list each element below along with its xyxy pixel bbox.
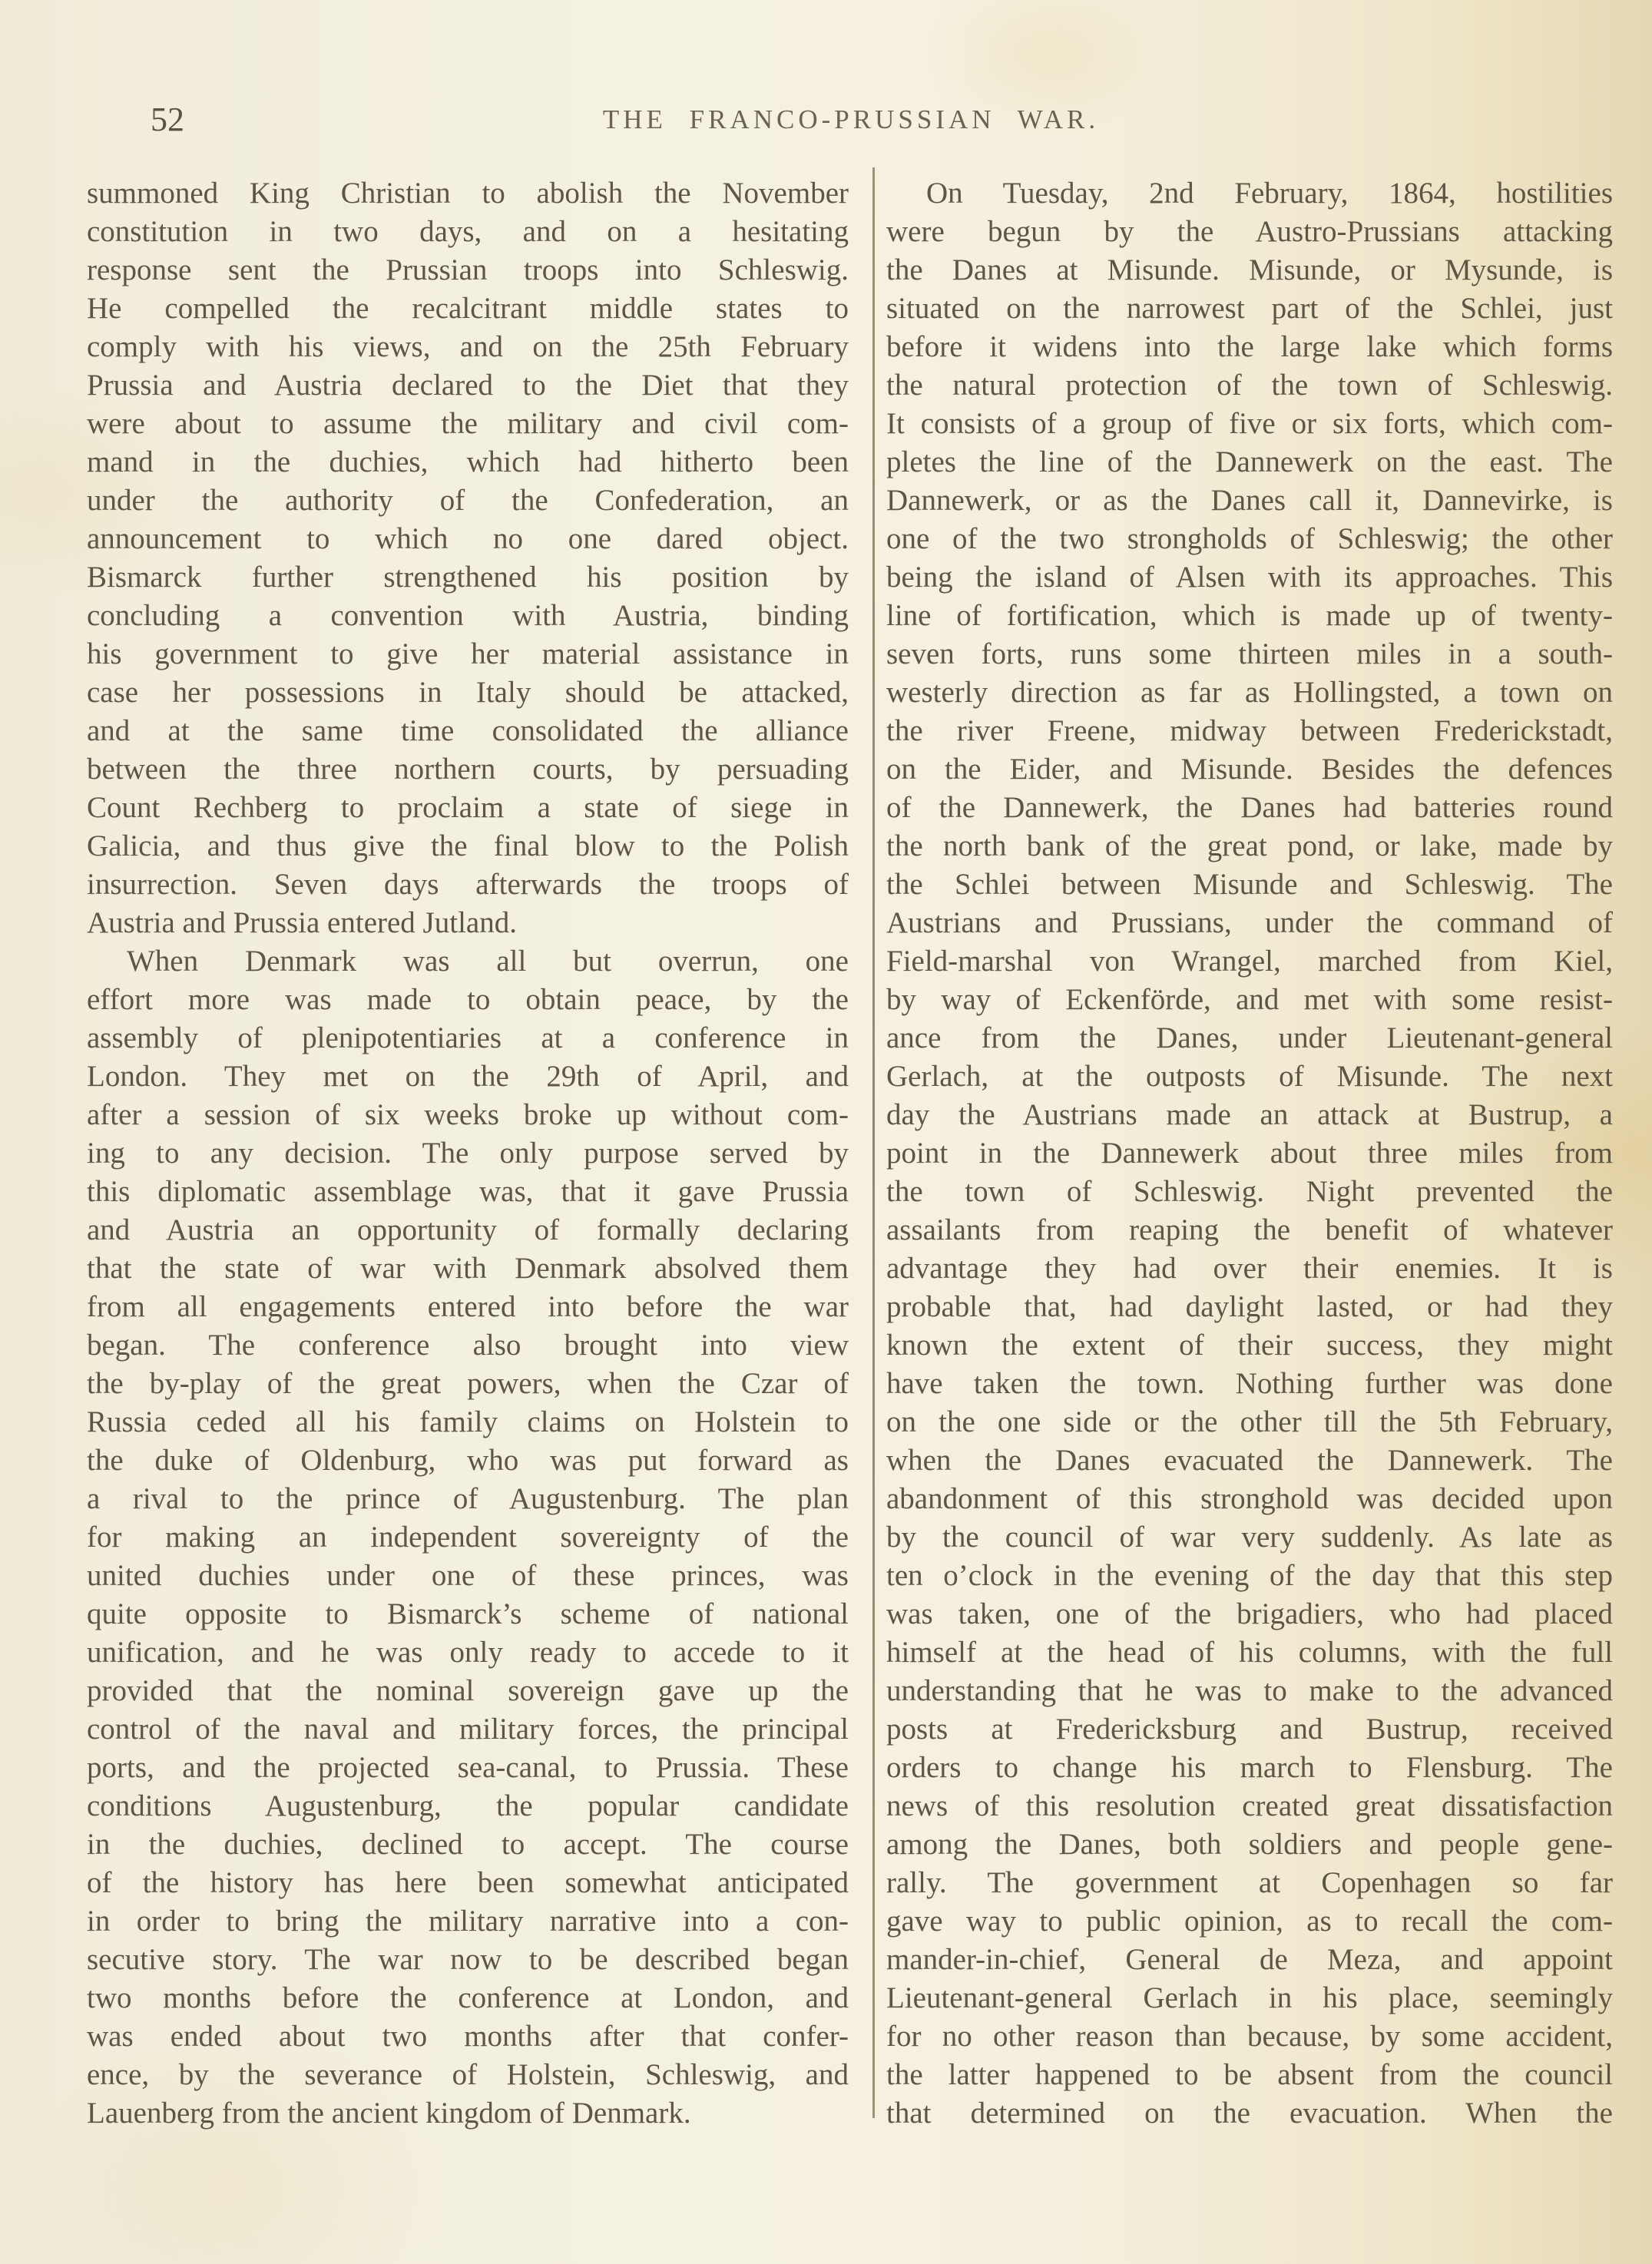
- text-line: this diplomatic assemblage was, that it gave Prussia: [87, 1175, 849, 1208]
- text-line: concluding a convention with Austria, binding: [87, 599, 849, 632]
- text-line: two months before the conference at London, and: [87, 1981, 849, 2014]
- text-line: Prussia and Austria declared to the Diet that they: [87, 369, 849, 402]
- text-line: ing to any decision. The only purpose served by: [87, 1137, 849, 1170]
- text-line: provided that the nominal sovereign gave up the: [87, 1674, 849, 1707]
- text-line: the Danes at Misunde. Misunde, or Mysunde, is: [886, 253, 1613, 286]
- text-line: a rival to the prince of Augustenburg. The plan: [87, 1482, 849, 1515]
- text-line: ports, and the projected sea-canal, to Prussia. These: [87, 1751, 849, 1784]
- text-line: conditions Augustenburg, the popular candidate: [87, 1789, 849, 1822]
- text-line: himself at the head of his columns, with the full: [886, 1636, 1613, 1669]
- text-line: announcement to which no one dared object.: [87, 522, 849, 555]
- text-line: ance from the Danes, under Lieutenant-general: [886, 1021, 1613, 1054]
- text-line: from all engagements entered into before the war: [87, 1290, 849, 1323]
- text-line: was ended about two months after that confer-: [87, 2020, 849, 2053]
- text-line: began. The conference also brought into view: [87, 1329, 849, 1362]
- text-line: in order to bring the military narrative into a con-: [87, 1905, 849, 1938]
- text-line: understanding that he was to make to the advanced: [886, 1674, 1613, 1707]
- text-line: was taken, one of the brigadiers, who had placed: [886, 1597, 1613, 1630]
- text-line: quite opposite to Bismarck’s scheme of national: [87, 1597, 849, 1630]
- text-line: the duke of Oldenburg, who was put forward as: [87, 1444, 849, 1477]
- text-line: He compelled the recalcitrant middle states to: [87, 292, 849, 325]
- text-line: probable that, had daylight lasted, or had they: [886, 1290, 1613, 1323]
- text-line: case her possessions in Italy should be attacked,: [87, 676, 849, 709]
- text-line: line of fortification, which is made up of twenty-: [886, 599, 1613, 632]
- text-line: Dannewerk, or as the Danes call it, Dannevirke, is: [886, 484, 1613, 517]
- text-line: ence, by the severance of Holstein, Schleswig, and: [87, 2058, 849, 2091]
- text-line: control of the naval and military forces, the principal: [87, 1713, 849, 1746]
- text-line: day the Austrians made an attack at Bustrup, a: [886, 1098, 1613, 1131]
- text-line: orders to change his march to Flensburg. The: [886, 1751, 1613, 1784]
- text-line: for no other reason than because, by some accident,: [886, 2020, 1613, 2053]
- text-line: abandonment of this stronghold was decided upon: [886, 1482, 1613, 1515]
- text-line: London. They met on the 29th of April, and: [87, 1060, 849, 1093]
- text-line: the by-play of the great powers, when the Czar of: [87, 1367, 849, 1400]
- text-line: pletes the line of the Dannewerk on the east. The: [886, 445, 1613, 478]
- text-line: united duchies under one of these princes, was: [87, 1559, 849, 1592]
- text-line: have taken the town. Nothing further was done: [886, 1367, 1613, 1400]
- text-line: When Denmark was all but overrun, one: [127, 945, 849, 978]
- text-line: unification, and he was only ready to accede to it: [87, 1636, 849, 1669]
- text-line: in the duchies, declined to accept. The course: [87, 1828, 849, 1861]
- text-line: response sent the Prussian troops into Schleswig.: [87, 253, 849, 286]
- text-line: news of this resolution created great dissatisfaction: [886, 1789, 1613, 1822]
- text-line: Austria and Prussia entered Jutland.: [87, 906, 517, 939]
- text-line: that determined on the evacuation. When the: [886, 2097, 1613, 2130]
- text-line: posts at Fredericksburg and Bustrup, received: [886, 1713, 1613, 1746]
- text-line: one of the two strongholds of Schleswig; the other: [886, 522, 1613, 555]
- text-line: being the island of Alsen with its approaches. This: [886, 561, 1613, 594]
- text-line: mand in the duchies, which had hitherto been: [87, 445, 849, 478]
- text-line: between the three northern courts, by persuading: [87, 753, 849, 786]
- text-line: were about to assume the military and civil com-: [87, 407, 849, 440]
- text-line: on the Eider, and Misunde. Besides the defences: [886, 753, 1613, 786]
- text-line: comply with his views, and on the 25th February: [87, 330, 849, 363]
- text-line: on the one side or the other till the 5th February,: [886, 1405, 1613, 1438]
- text-line: Galicia, and thus give the final blow to the Polish: [87, 829, 849, 862]
- column-divider-rule: [872, 167, 875, 2118]
- text-line: mander-in-chief, General de Meza, and appoint: [886, 1943, 1613, 1976]
- text-line: Gerlach, at the outposts of Misunde. The next: [886, 1060, 1613, 1093]
- text-line: under the authority of the Confederation, an: [87, 484, 849, 517]
- text-line: the town of Schleswig. Night prevented the: [886, 1175, 1613, 1208]
- text-line: were begun by the Austro-Prussians attacking: [886, 215, 1613, 248]
- text-line: summoned King Christian to abolish the November: [87, 177, 849, 210]
- text-line: assailants from reaping the benefit of whatever: [886, 1213, 1613, 1246]
- text-line: westerly direction as far as Hollingsted, a town on: [886, 676, 1613, 709]
- text-line: Count Rechberg to proclaim a state of siege in: [87, 791, 849, 824]
- text-line: the natural protection of the town of Schleswig.: [886, 369, 1613, 402]
- running-header: THE FRANCO-PRUSSIAN WAR.: [602, 104, 1100, 134]
- text-line: of the Dannewerk, the Danes had batteries round: [886, 791, 1613, 824]
- text-line: before it widens into the large lake which forms: [886, 330, 1613, 363]
- text-line: Russia ceded all his family claims on Holstein to: [87, 1405, 849, 1438]
- text-line: It consists of a group of five or six forts, which com-: [886, 407, 1613, 440]
- text-line: Lieutenant-general Gerlach in his place, seemingly: [886, 1981, 1613, 2014]
- text-line: On Tuesday, 2nd February, 1864, hostilities: [926, 177, 1613, 210]
- text-line: constitution in two days, and on a hesitating: [87, 215, 849, 248]
- text-line: Lauenberg from the ancient kingdom of Denmark.: [87, 2097, 691, 2130]
- page-number: 52: [151, 101, 184, 138]
- text-line: and Austria an opportunity of formally declaring: [87, 1213, 849, 1246]
- text-line: Field-marshal von Wrangel, marched from Kiel,: [886, 945, 1613, 978]
- text-line: secutive story. The war now to be described began: [87, 1943, 849, 1976]
- text-line: after a session of six weeks broke up without com-: [87, 1098, 849, 1131]
- text-line: when the Danes evacuated the Dannewerk. The: [886, 1444, 1613, 1477]
- right-text-column: [886, 174, 1613, 2133]
- text-line: seven forts, runs some thirteen miles in a south-: [886, 637, 1613, 670]
- text-line: Austrians and Prussians, under the command of: [886, 906, 1613, 939]
- text-line: the river Freene, midway between Frederickstadt,: [886, 714, 1613, 747]
- text-line: by the council of war very suddenly. As late as: [886, 1521, 1613, 1554]
- text-line: rally. The government at Copenhagen so far: [886, 1866, 1613, 1899]
- text-line: that the state of war with Denmark absolved them: [87, 1252, 849, 1285]
- text-line: among the Danes, both soldiers and people gene-: [886, 1828, 1613, 1861]
- left-text-column: [87, 174, 849, 2133]
- text-line: and at the same time consolidated the alliance: [87, 714, 849, 747]
- text-line: for making an independent sovereignty of the: [87, 1521, 849, 1554]
- text-line: by way of Eckenförde, and met with some resist-: [886, 983, 1613, 1016]
- text-line: effort more was made to obtain peace, by the: [87, 983, 849, 1016]
- text-line: Bismarck further strengthened his position by: [87, 561, 849, 594]
- text-line: his government to give her material assistance in: [87, 637, 849, 670]
- text-line: the latter happened to be absent from the council: [886, 2058, 1613, 2091]
- text-line: situated on the narrowest part of the Schlei, just: [886, 292, 1613, 325]
- text-line: of the history has here been somewhat anticipated: [87, 1866, 849, 1899]
- text-line: gave way to public opinion, as to recall the com-: [886, 1905, 1613, 1938]
- text-line: insurrection. Seven days afterwards the troops of: [87, 868, 849, 901]
- text-line: assembly of plenipotentiaries at a conference in: [87, 1021, 849, 1054]
- text-line: the north bank of the great pond, or lake, made by: [886, 829, 1613, 862]
- text-line: point in the Dannewerk about three miles from: [886, 1137, 1613, 1170]
- text-line: the Schlei between Misunde and Schleswig. The: [886, 868, 1613, 901]
- text-line: ten o’clock in the evening of the day that this step: [886, 1559, 1613, 1592]
- text-line: known the extent of their success, they might: [886, 1329, 1613, 1362]
- text-line: advantage they had over their enemies. It is: [886, 1252, 1613, 1285]
